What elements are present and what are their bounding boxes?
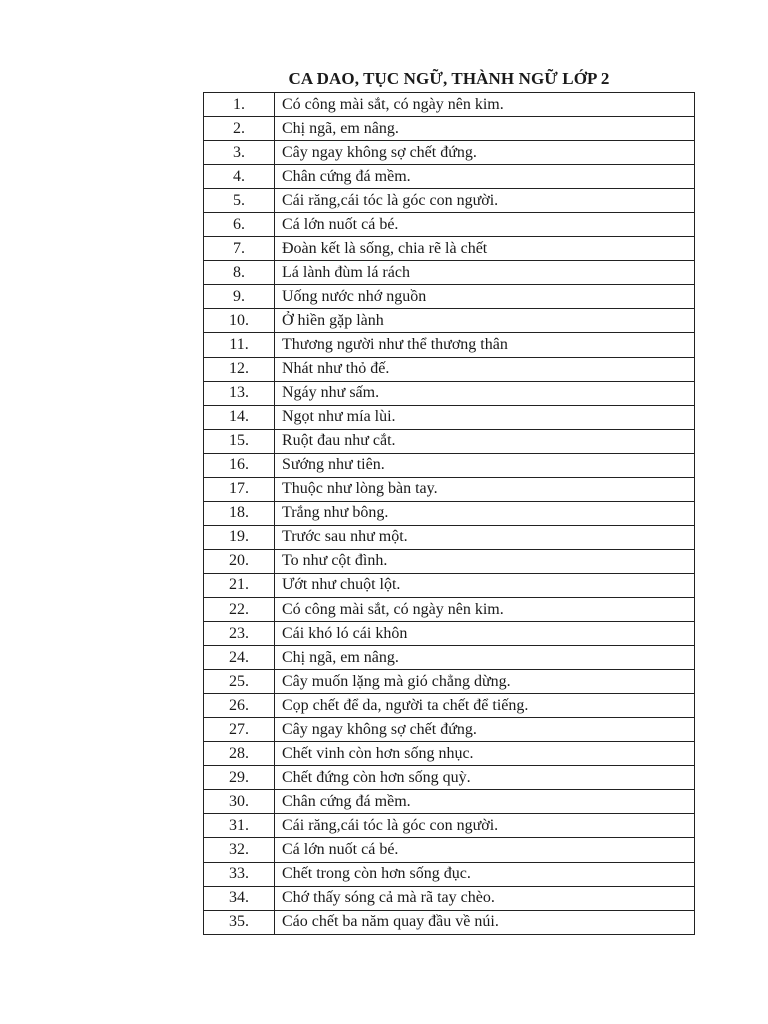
proverb-text: Chị ngã, em nâng. <box>275 117 695 141</box>
proverb-text: Cáo chết ba năm quay đầu về núi. <box>275 910 695 934</box>
row-number: 32. <box>204 838 275 862</box>
row-number: 26. <box>204 694 275 718</box>
table-row <box>204 670 695 694</box>
row-number: 8. <box>204 261 275 285</box>
proverb-text: Cái răng,cái tóc là góc con người. <box>275 814 695 838</box>
table-row <box>204 766 695 790</box>
proverb-text: Cây ngay không sợ chết đứng. <box>275 141 695 165</box>
proverb-text: Thuộc như lòng bàn tay. <box>275 477 695 501</box>
table-row <box>204 862 695 886</box>
table-row <box>204 285 695 309</box>
table-row <box>204 718 695 742</box>
row-number: 4. <box>204 165 275 189</box>
table-row <box>204 814 695 838</box>
table-row <box>204 429 695 453</box>
row-number: 21. <box>204 573 275 597</box>
table-row <box>204 646 695 670</box>
row-number: 10. <box>204 309 275 333</box>
table-row <box>204 141 695 165</box>
table-row <box>204 381 695 405</box>
row-number: 27. <box>204 718 275 742</box>
row-number: 34. <box>204 886 275 910</box>
proverb-text: Ở hiền gặp lành <box>275 309 695 333</box>
proverb-text: Chớ thấy sóng cả mà rã tay chèo. <box>275 886 695 910</box>
proverb-text: Nhát như thỏ đế. <box>275 357 695 381</box>
table-row <box>204 622 695 646</box>
table-row <box>204 910 695 934</box>
proverb-text: Cá lớn nuốt cá bé. <box>275 838 695 862</box>
proverb-text: Chị ngã, em nâng. <box>275 646 695 670</box>
proverb-text: Chết vinh còn hơn sống nhục. <box>275 742 695 766</box>
proverb-text: Sướng như tiên. <box>275 453 695 477</box>
proverb-text: To như cột đình. <box>275 549 695 573</box>
table-row <box>204 694 695 718</box>
row-number: 9. <box>204 285 275 309</box>
table-row <box>204 477 695 501</box>
table-row <box>204 453 695 477</box>
row-number: 2. <box>204 117 275 141</box>
proverb-text: Thương người như thể thương thân <box>275 333 695 357</box>
row-number: 23. <box>204 622 275 646</box>
row-number: 7. <box>204 237 275 261</box>
proverb-text: Lá lành đùm lá rách <box>275 261 695 285</box>
row-number: 15. <box>204 429 275 453</box>
row-number: 24. <box>204 646 275 670</box>
proverb-text: Cái khó ló cái khôn <box>275 622 695 646</box>
proverb-table-body <box>204 93 695 935</box>
proverb-text: Trước sau như một. <box>275 525 695 549</box>
row-number: 1. <box>204 93 275 117</box>
proverb-text: Ruột đau như cắt. <box>275 429 695 453</box>
row-number: 25. <box>204 670 275 694</box>
row-number: 3. <box>204 141 275 165</box>
table-row <box>204 165 695 189</box>
row-number: 22. <box>204 597 275 621</box>
row-number: 29. <box>204 766 275 790</box>
proverb-text: Trắng như bông. <box>275 501 695 525</box>
row-number: 31. <box>204 814 275 838</box>
proverb-text: Ngọt như mía lùi. <box>275 405 695 429</box>
table-row <box>204 573 695 597</box>
row-number: 19. <box>204 525 275 549</box>
proverb-text: Chân cứng đá mềm. <box>275 165 695 189</box>
proverb-text: Cây muốn lặng mà gió chẳng dừng. <box>275 670 695 694</box>
proverb-text: Ngáy như sấm. <box>275 381 695 405</box>
row-number: 35. <box>204 910 275 934</box>
proverb-text: Có công mài sắt, có ngày nên kim. <box>275 93 695 117</box>
table-row <box>204 333 695 357</box>
row-number: 30. <box>204 790 275 814</box>
table-row <box>204 93 695 117</box>
table-row <box>204 405 695 429</box>
table-row <box>204 886 695 910</box>
row-number: 20. <box>204 549 275 573</box>
proverb-text: Cây ngay không sợ chết đứng. <box>275 718 695 742</box>
table-row <box>204 357 695 381</box>
row-number: 28. <box>204 742 275 766</box>
proverb-table <box>203 92 695 935</box>
proverb-text: Cái răng,cái tóc là góc con người. <box>275 189 695 213</box>
row-number: 11. <box>204 333 275 357</box>
table-row <box>204 237 695 261</box>
table-row <box>204 525 695 549</box>
proverb-text: Uống nước nhớ nguồn <box>275 285 695 309</box>
table-row <box>204 261 695 285</box>
proverb-text: Cá lớn nuốt cá bé. <box>275 213 695 237</box>
row-number: 13. <box>204 381 275 405</box>
proverb-text: Đoàn kết là sống, chia rẽ là chết <box>275 237 695 261</box>
proverb-text: Chân cứng đá mềm. <box>275 790 695 814</box>
proverb-text: Chết đứng còn hơn sống quỳ. <box>275 766 695 790</box>
row-number: 12. <box>204 357 275 381</box>
document-title: CA DAO, TỤC NGỮ, THÀNH NGỮ LỚP 2 <box>288 69 610 88</box>
table-row <box>204 309 695 333</box>
table-row <box>204 790 695 814</box>
row-number: 33. <box>204 862 275 886</box>
table-row <box>204 189 695 213</box>
table-row <box>204 838 695 862</box>
table-row <box>204 213 695 237</box>
row-number: 6. <box>204 213 275 237</box>
table-row <box>204 549 695 573</box>
row-number: 14. <box>204 405 275 429</box>
proverb-text: Cọp chết để da, người ta chết để tiếng. <box>275 694 695 718</box>
proverb-text: Chết trong còn hơn sống đục. <box>275 862 695 886</box>
row-number: 18. <box>204 501 275 525</box>
row-number: 17. <box>204 477 275 501</box>
proverb-text: Có công mài sắt, có ngày nên kim. <box>275 597 695 621</box>
row-number: 5. <box>204 189 275 213</box>
row-number: 16. <box>204 453 275 477</box>
proverb-text: Ướt như chuột lột. <box>275 573 695 597</box>
table-row <box>204 597 695 621</box>
table-row <box>204 501 695 525</box>
table-row <box>204 742 695 766</box>
table-row <box>204 117 695 141</box>
